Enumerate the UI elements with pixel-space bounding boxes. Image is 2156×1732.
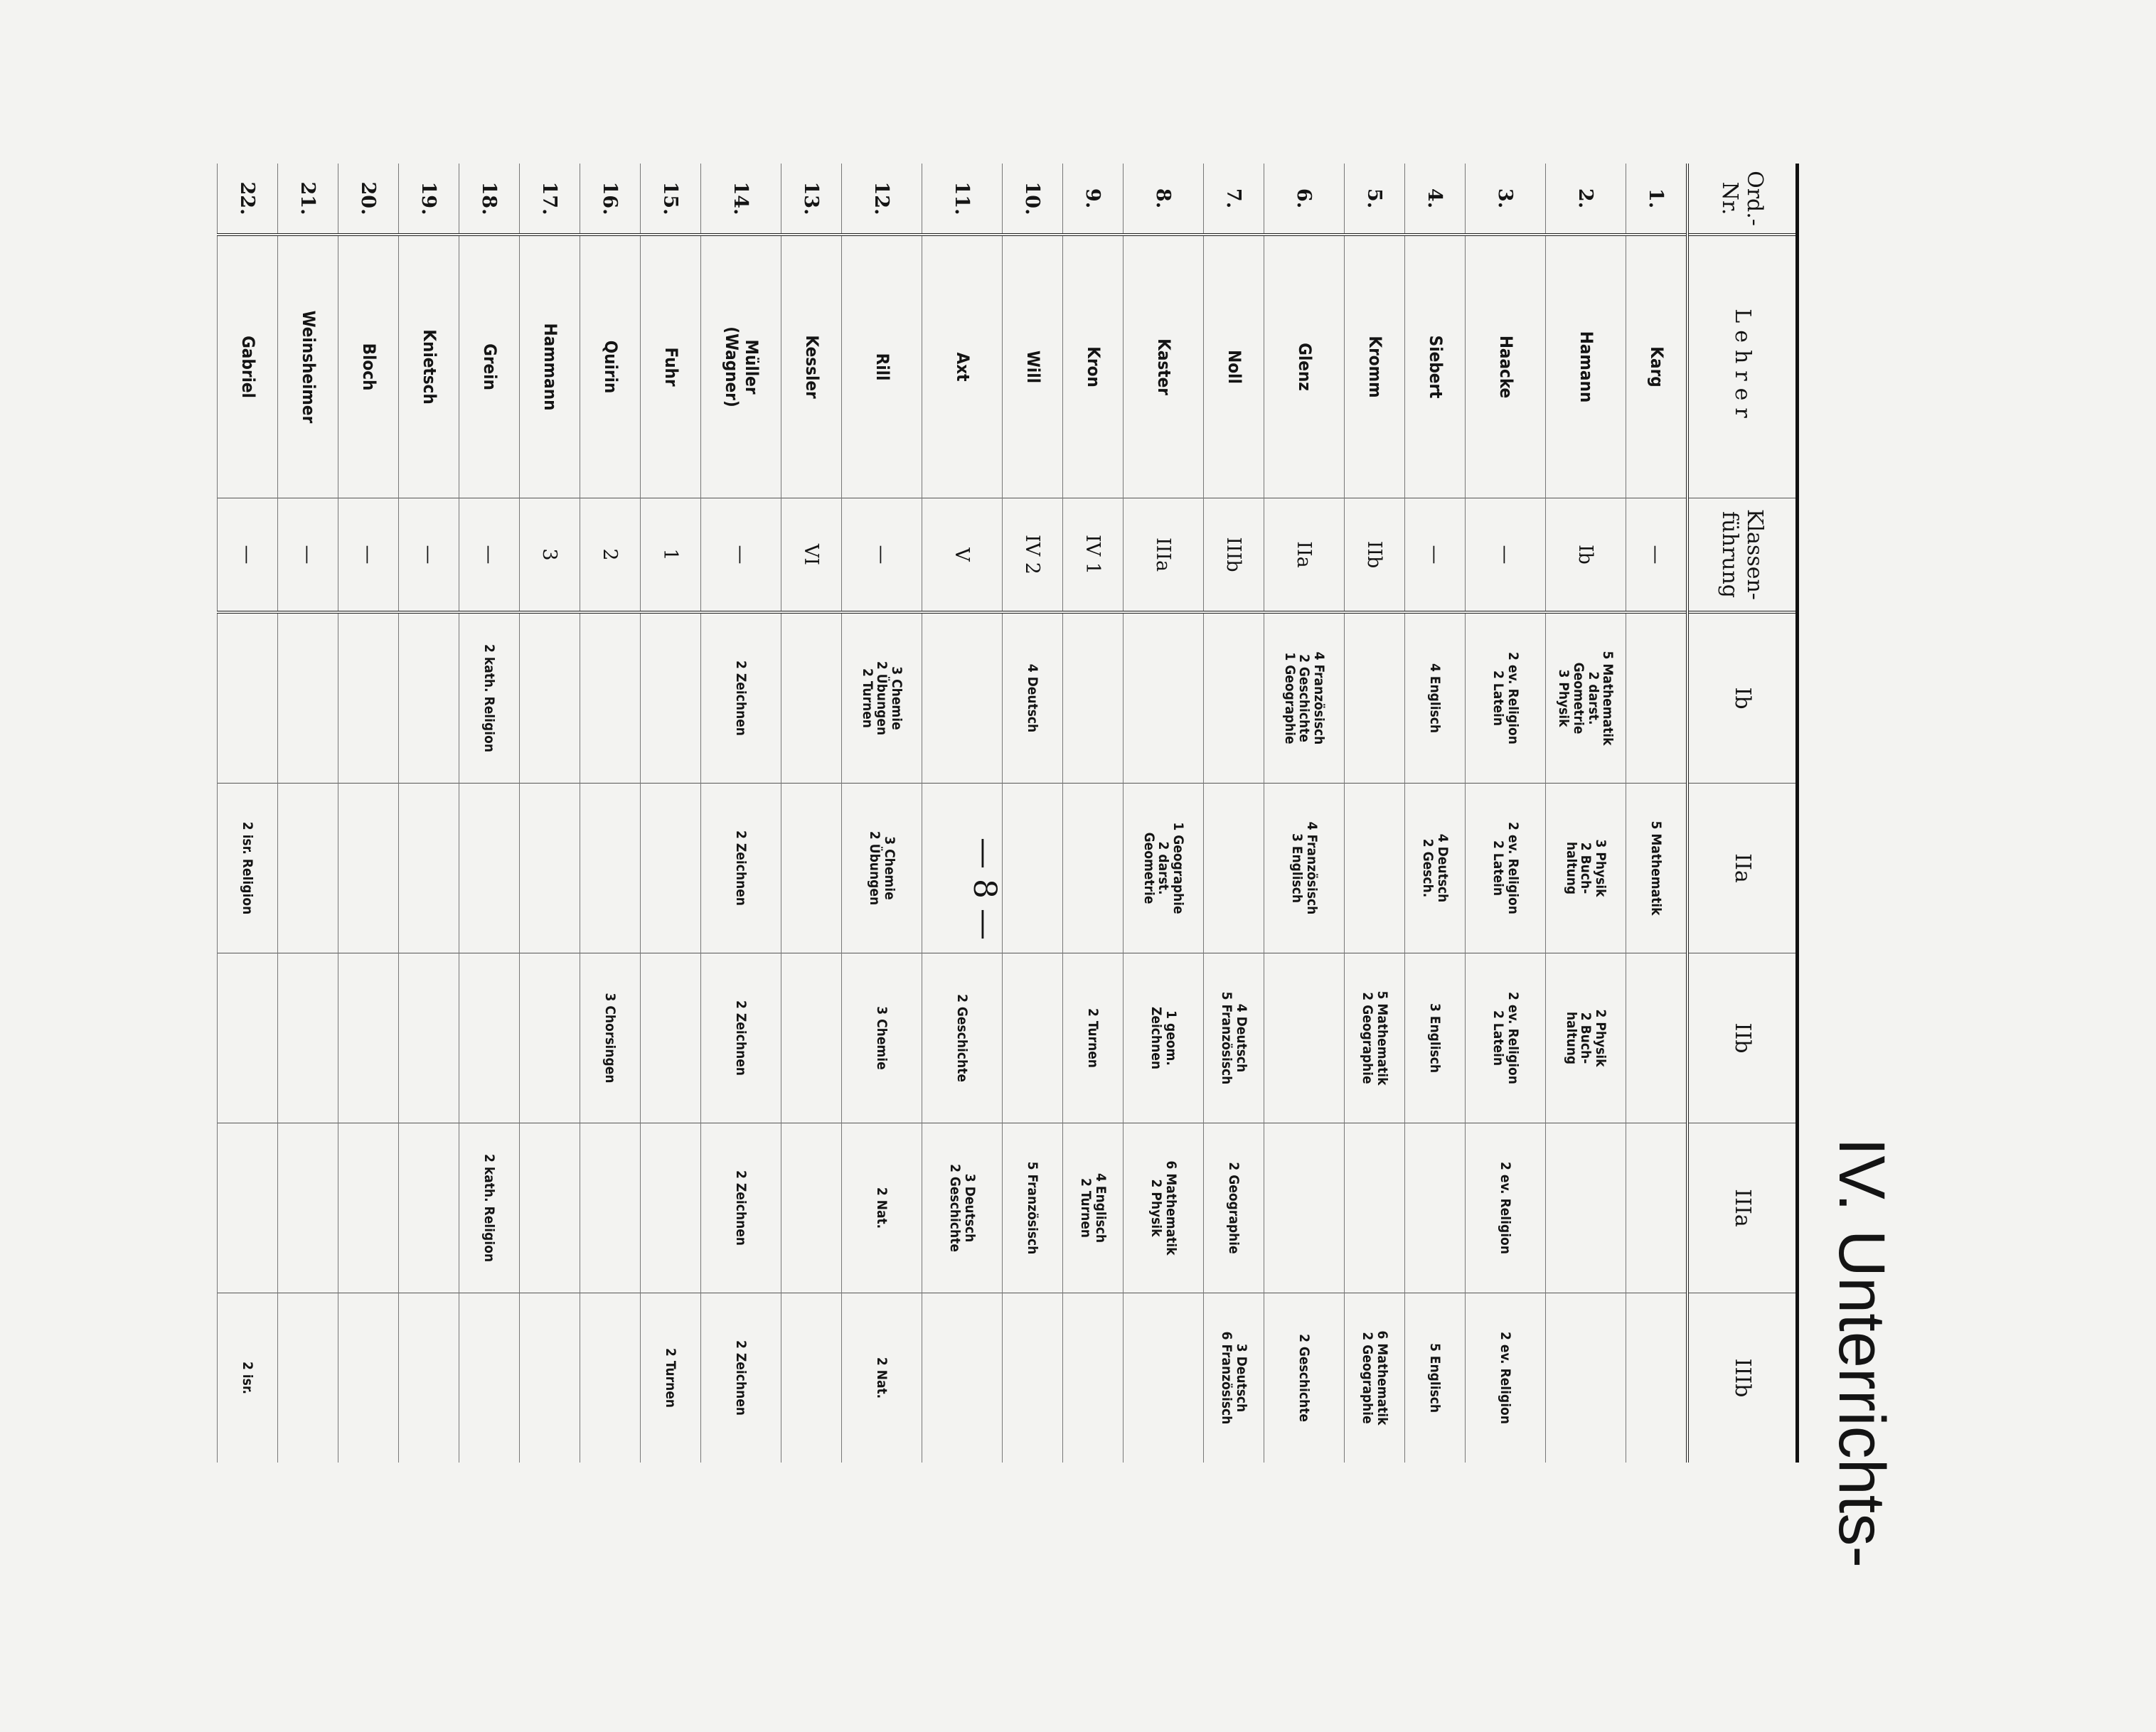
header-klassenfuehrung: Klassen- führung (1687, 498, 1798, 613)
cell-iib (1003, 953, 1063, 1123)
cell-iiia (399, 1123, 459, 1293)
cell-klassenfuehrung: 1 (641, 498, 701, 613)
cell-klassenfuehrung: — (338, 498, 399, 613)
cell-lehrer: Weinsheimer (278, 235, 338, 498)
header-iiia: IIIa (1687, 1123, 1798, 1293)
cell-iia (641, 784, 701, 953)
cell-lehrer: Axt (922, 235, 1003, 498)
cell-ib (1204, 612, 1264, 784)
cell-klassenfuehrung: — (701, 498, 781, 613)
cell-ib (641, 612, 701, 784)
cell-iiia: 2 Zeichnen (701, 1123, 781, 1293)
cell-ord-nr: 16. (580, 164, 641, 235)
header-ord-nr: Ord.- Nr. (1687, 164, 1798, 235)
cell-iia: 2 ev. Religion 2 Latein (1466, 784, 1546, 953)
cell-ib (1063, 612, 1124, 784)
cell-lehrer: Kron (1063, 235, 1124, 498)
cell-iia: 4 Deutsch 2 Gesch. (1405, 784, 1466, 953)
table-row (1345, 164, 1405, 1463)
cell-iiia (1626, 1123, 1688, 1293)
cell-lehrer: Noll (1204, 235, 1264, 498)
cell-iiib (459, 1293, 520, 1463)
cell-iia: 2 Zeichnen (701, 784, 781, 953)
cell-iib (641, 953, 701, 1123)
table-row (218, 164, 278, 1463)
cell-ord-nr: 22. (218, 164, 278, 235)
cell-klassenfuehrung: — (842, 498, 922, 613)
table-row (580, 164, 641, 1463)
cell-ib: 4 Englisch (1405, 612, 1466, 784)
cell-iia: 5 Mathematik (1626, 784, 1688, 953)
cell-iiia (338, 1123, 399, 1293)
cell-ib: 5 Mathematik 2 darst. Geometrie 3 Physik (1546, 612, 1626, 784)
cell-iia (781, 784, 842, 953)
cell-iiia: 6 Mathematik 2 Physik (1124, 1123, 1204, 1293)
cell-ib: 3 Chemie 2 Übungen 2 Turnen (842, 612, 922, 784)
cell-iiib: 2 Geschichte (1264, 1293, 1345, 1463)
cell-iiib (781, 1293, 842, 1463)
cell-iiib (922, 1293, 1003, 1463)
header-iia: IIa (1687, 784, 1798, 953)
cell-iib (218, 953, 278, 1123)
cell-ib: 2 Zeichnen (701, 612, 781, 784)
cell-klassenfuehrung: VI (781, 498, 842, 613)
cell-iiib (338, 1293, 399, 1463)
cell-lehrer: Bloch (338, 235, 399, 498)
cell-klassenfuehrung: — (218, 498, 278, 613)
cell-lehrer: Knietsch (399, 235, 459, 498)
page-number: — 8 — (966, 838, 1003, 940)
cell-iiia: 4 Englisch 2 Turnen (1063, 1123, 1124, 1293)
cell-ord-nr: 5. (1345, 164, 1405, 235)
cell-iia (1063, 784, 1124, 953)
cell-iia (1003, 784, 1063, 953)
cell-iiib: 2 ev. Religion (1466, 1293, 1546, 1463)
cell-iib: 2 Turnen (1063, 953, 1124, 1123)
cell-iiib (520, 1293, 580, 1463)
cell-lehrer: Glenz (1264, 235, 1345, 498)
cell-ord-nr: 8. (1124, 164, 1204, 235)
cell-ord-nr: 6. (1264, 164, 1345, 235)
cell-lehrer: Kessler (781, 235, 842, 498)
cell-ib (1124, 612, 1204, 784)
cell-iib: 3 Chemie (842, 953, 922, 1123)
cell-ib (338, 612, 399, 784)
cell-iiia: 3 Deutsch 2 Geschichte (922, 1123, 1003, 1293)
cell-ord-nr: 13. (781, 164, 842, 235)
cell-lehrer: Siebert (1405, 235, 1466, 498)
cell-iiia (641, 1123, 701, 1293)
cell-iib: 1 geom. Zeichnen (1124, 953, 1204, 1123)
cell-iib (1264, 953, 1345, 1123)
cell-iiia (218, 1123, 278, 1293)
cell-iia (580, 784, 641, 953)
cell-iib: 3 Englisch (1405, 953, 1466, 1123)
cell-iib (399, 953, 459, 1123)
cell-iiib (1063, 1293, 1124, 1463)
cell-ord-nr: 19. (399, 164, 459, 235)
header-ib: Ib (1687, 612, 1798, 784)
cell-iiib (1626, 1293, 1688, 1463)
cell-iia: 1 Geographie 2 darst. Geometrie (1124, 784, 1204, 953)
cell-ord-nr: 9. (1063, 164, 1124, 235)
cell-iiia (520, 1123, 580, 1293)
cell-iiib: 2 Zeichnen (701, 1293, 781, 1463)
cell-ord-nr: 1. (1626, 164, 1688, 235)
cell-iiib: 5 Englisch (1405, 1293, 1466, 1463)
cell-lehrer: Quirin (580, 235, 641, 498)
cell-iiib (1546, 1293, 1626, 1463)
cell-klassenfuehrung: IIIa (1124, 498, 1204, 613)
table-row (1204, 164, 1264, 1463)
cell-iib: 5 Mathematik 2 Geographie (1345, 953, 1405, 1123)
cell-iia (459, 784, 520, 953)
cell-ord-nr: 2. (1546, 164, 1626, 235)
cell-lehrer: Gabriel (218, 235, 278, 498)
cell-klassenfuehrung: — (1466, 498, 1546, 613)
cell-ord-nr: 21. (278, 164, 338, 235)
cell-ib (278, 612, 338, 784)
cell-lehrer: Will (1003, 235, 1063, 498)
cell-klassenfuehrung: IIIb (1204, 498, 1264, 613)
cell-iib (278, 953, 338, 1123)
table-row (1626, 164, 1688, 1463)
cell-iiib (399, 1293, 459, 1463)
cell-iiib: 2 isr. (218, 1293, 278, 1463)
cell-iib (1626, 953, 1688, 1123)
table-row (641, 164, 701, 1463)
cell-iia: 3 Physik 2 Buch- haltung (1546, 784, 1626, 953)
cell-ord-nr: 20. (338, 164, 399, 235)
table-row (1466, 164, 1546, 1463)
cell-lehrer: Hammann (520, 235, 580, 498)
cell-iiia (1345, 1123, 1405, 1293)
cell-klassenfuehrung: IV 1 (1063, 498, 1124, 613)
cell-ord-nr: 7. (1204, 164, 1264, 235)
table-body (218, 164, 1688, 1463)
cell-klassenfuehrung: — (1405, 498, 1466, 613)
table-row (1003, 164, 1063, 1463)
cell-iiia (278, 1123, 338, 1293)
cell-iiia (1546, 1123, 1626, 1293)
cell-iiia: 2 ev. Religion (1466, 1123, 1546, 1293)
cell-ord-nr: 4. (1405, 164, 1466, 235)
cell-lehrer: Müller (Wagner) (701, 235, 781, 498)
cell-lehrer: Kaster (1124, 235, 1204, 498)
cell-ib: 2 ev. Religion 2 Latein (1466, 612, 1546, 784)
cell-iia: 2 isr. Religion (218, 784, 278, 953)
cell-ib (1626, 612, 1688, 784)
cell-lehrer: Kromm (1345, 235, 1405, 498)
table-row (1405, 164, 1466, 1463)
cell-iiia (1264, 1123, 1345, 1293)
table-row (842, 164, 922, 1463)
header-iiib: IIIb (1687, 1293, 1798, 1463)
cell-klassenfuehrung: IV 2 (1003, 498, 1063, 613)
cell-klassenfuehrung: — (278, 498, 338, 613)
cell-iiia: 5 Französisch (1003, 1123, 1063, 1293)
table-row (1124, 164, 1204, 1463)
cell-iia (1204, 784, 1264, 953)
table-row (1063, 164, 1124, 1463)
cell-iiib: 6 Mathematik 2 Geographie (1345, 1293, 1405, 1463)
table-header-row (1687, 164, 1798, 1463)
cell-klassenfuehrung: — (459, 498, 520, 613)
table-row (1546, 164, 1626, 1463)
table-row (278, 164, 338, 1463)
cell-iiia: 2 kath. Religion (459, 1123, 520, 1293)
cell-ib (218, 612, 278, 784)
cell-iia (399, 784, 459, 953)
section-title: IV. Unterrichts- (1825, 1138, 1898, 1568)
cell-lehrer: Fuhr (641, 235, 701, 498)
cell-iia (278, 784, 338, 953)
cell-iib: 2 Physik 2 Buch- haltung (1546, 953, 1626, 1123)
cell-ord-nr: 10. (1003, 164, 1063, 235)
cell-ord-nr: 3. (1466, 164, 1546, 235)
cell-ib: 4 Deutsch (1003, 612, 1063, 784)
table-row (701, 164, 781, 1463)
table-row (1264, 164, 1345, 1463)
table-row (781, 164, 842, 1463)
header-iib: IIb (1687, 953, 1798, 1123)
cell-ib (1345, 612, 1405, 784)
table-row (922, 164, 1003, 1463)
cell-iia (338, 784, 399, 953)
rotated-page-content (128, 28, 1963, 1685)
cell-ib (520, 612, 580, 784)
cell-iiib (1124, 1293, 1204, 1463)
cell-iia: 4 Französisch 3 Englisch (1264, 784, 1345, 953)
cell-iib (338, 953, 399, 1123)
cell-ib (580, 612, 641, 784)
cell-iib (781, 953, 842, 1123)
cell-ib (922, 612, 1003, 784)
cell-iib (520, 953, 580, 1123)
cell-iiib: 2 Turnen (641, 1293, 701, 1463)
cell-iib: 2 Geschichte (922, 953, 1003, 1123)
cell-iib (459, 953, 520, 1123)
table-row (399, 164, 459, 1463)
cell-ord-nr: 14. (701, 164, 781, 235)
cell-lehrer: Grein (459, 235, 520, 498)
cell-ord-nr: 11. (922, 164, 1003, 235)
cell-klassenfuehrung: IIb (1345, 498, 1405, 613)
cell-iib: 3 Chorsingen (580, 953, 641, 1123)
cell-iiib (1003, 1293, 1063, 1463)
cell-iib: 2 ev. Religion 2 Latein (1466, 953, 1546, 1123)
cell-ib: 4 Französisch 2 Geschichte 1 Geographie (1264, 612, 1345, 784)
cell-ib (781, 612, 842, 784)
cell-iiia (1405, 1123, 1466, 1293)
cell-iia (520, 784, 580, 953)
cell-iia (1345, 784, 1405, 953)
cell-klassenfuehrung: V (922, 498, 1003, 613)
cell-lehrer: Rill (842, 235, 922, 498)
cell-ord-nr: 18. (459, 164, 520, 235)
cell-iib: 2 Zeichnen (701, 953, 781, 1123)
cell-lehrer: Karg (1626, 235, 1688, 498)
table-row (520, 164, 580, 1463)
cell-klassenfuehrung: 3 (520, 498, 580, 613)
cell-lehrer: Hamann (1546, 235, 1626, 498)
cell-iiia: 2 Geographie (1204, 1123, 1264, 1293)
cell-ord-nr: 17. (520, 164, 580, 235)
cell-klassenfuehrung: — (399, 498, 459, 613)
cell-iiia (781, 1123, 842, 1293)
header-lehrer: Lehrer (1687, 235, 1798, 498)
cell-ib: 2 kath. Religion (459, 612, 520, 784)
cell-iiia (580, 1123, 641, 1293)
cell-ord-nr: 12. (842, 164, 922, 235)
cell-iia (922, 784, 1003, 953)
cell-iiib (580, 1293, 641, 1463)
cell-iiib: 3 Deutsch 6 Französisch (1204, 1293, 1264, 1463)
cell-klassenfuehrung: 2 (580, 498, 641, 613)
table-row (338, 164, 399, 1463)
cell-klassenfuehrung: IIa (1264, 498, 1345, 613)
teaching-assignment-table (217, 164, 1799, 1463)
cell-iiia: 2 Nat. (842, 1123, 922, 1293)
cell-ib (399, 612, 459, 784)
cell-iiib (278, 1293, 338, 1463)
cell-klassenfuehrung: — (1626, 498, 1688, 613)
cell-lehrer: Haacke (1466, 235, 1546, 498)
cell-iiib: 2 Nat. (842, 1293, 922, 1463)
cell-ord-nr: 15. (641, 164, 701, 235)
cell-iia: 3 Chemie 2 Übungen (842, 784, 922, 953)
cell-iib: 4 Deutsch 5 Französisch (1204, 953, 1264, 1123)
cell-klassenfuehrung: Ib (1546, 498, 1626, 613)
table-row (459, 164, 520, 1463)
